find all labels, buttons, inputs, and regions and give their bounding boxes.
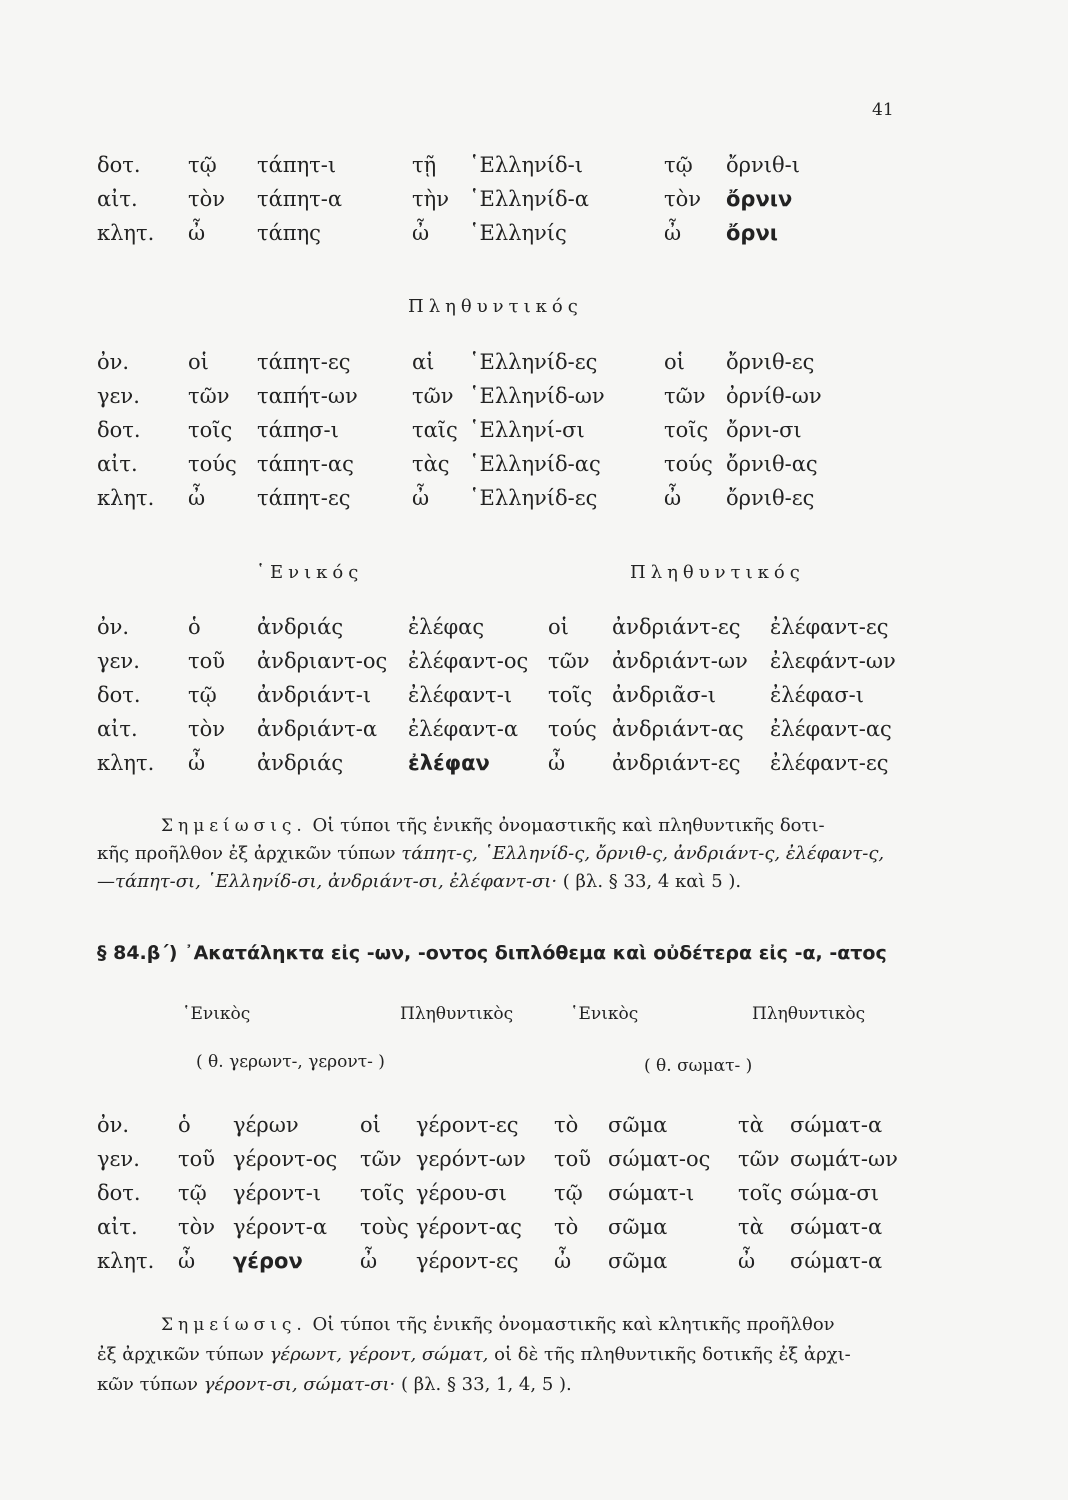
note-label: Σημείωσις.: [161, 1315, 307, 1335]
header-plural-1: Πληθυντικὸς: [400, 1004, 514, 1024]
note-2: Σημείωσις. Οἱ τύποι τῆς ἑνικῆς ὀνομαστικῆς καὶ κλητικῆς προῆλθον ἐξ ἀρχικῶν τύπων γέρωντ, γέροντ, σώματ, οἱ δὲ τῆς πληθυντικῆς δοτικῆς ἐξ ἀρχι- κῶν τύπων γέροντ-σι, σώματ-σι· ( βλ. § 33, 1, 4, 5 ).: [97, 1314, 851, 1395]
theme-1: ( θ. γερωντ-, γεροντ- ): [196, 1052, 385, 1072]
header-plural-2: Πληθυντικὸς: [752, 1004, 866, 1024]
header-singular-1: ῾Ενικὸς: [182, 1004, 251, 1024]
note-label: Σημείωσις.: [161, 816, 307, 836]
singular-heading: ῾Ενικός: [256, 562, 364, 583]
page-number: 41: [872, 100, 894, 120]
header-singular-2: ῾Ενικὸς: [570, 1004, 639, 1024]
section-84-title: § 84.β΄) ᾿Ακατάληκτα εἰς -ων, -οντος διπλόθεμα καὶ οὐδέτερα εἰς -α, -ατος: [97, 942, 887, 964]
note-1: Σημείωσις. Οἱ τύποι τῆς ἑνικῆς ὀνομαστικῆς καὶ πληθυντικῆς δοτι- κῆς προῆλθον ἐξ ἀρχικῶν τύπων τάπητ-ς, ῾Ελληνίδ-ς, ὄρνιθ-ς, ἀνδριάντ-ς, ἐλέφαντ-ς, —τάπητ-σι, ῾Ελληνίδ-σι, ἀνδριάντ-σι, ἐλέφαντ-σι· ( βλ. § 33, 4 καὶ 5 ).: [97, 815, 885, 892]
plural-heading: Πληθυντικός: [630, 562, 805, 583]
theme-2: ( θ. σωματ- ): [644, 1056, 753, 1076]
plural-heading: Πληθυντικός: [408, 296, 583, 317]
